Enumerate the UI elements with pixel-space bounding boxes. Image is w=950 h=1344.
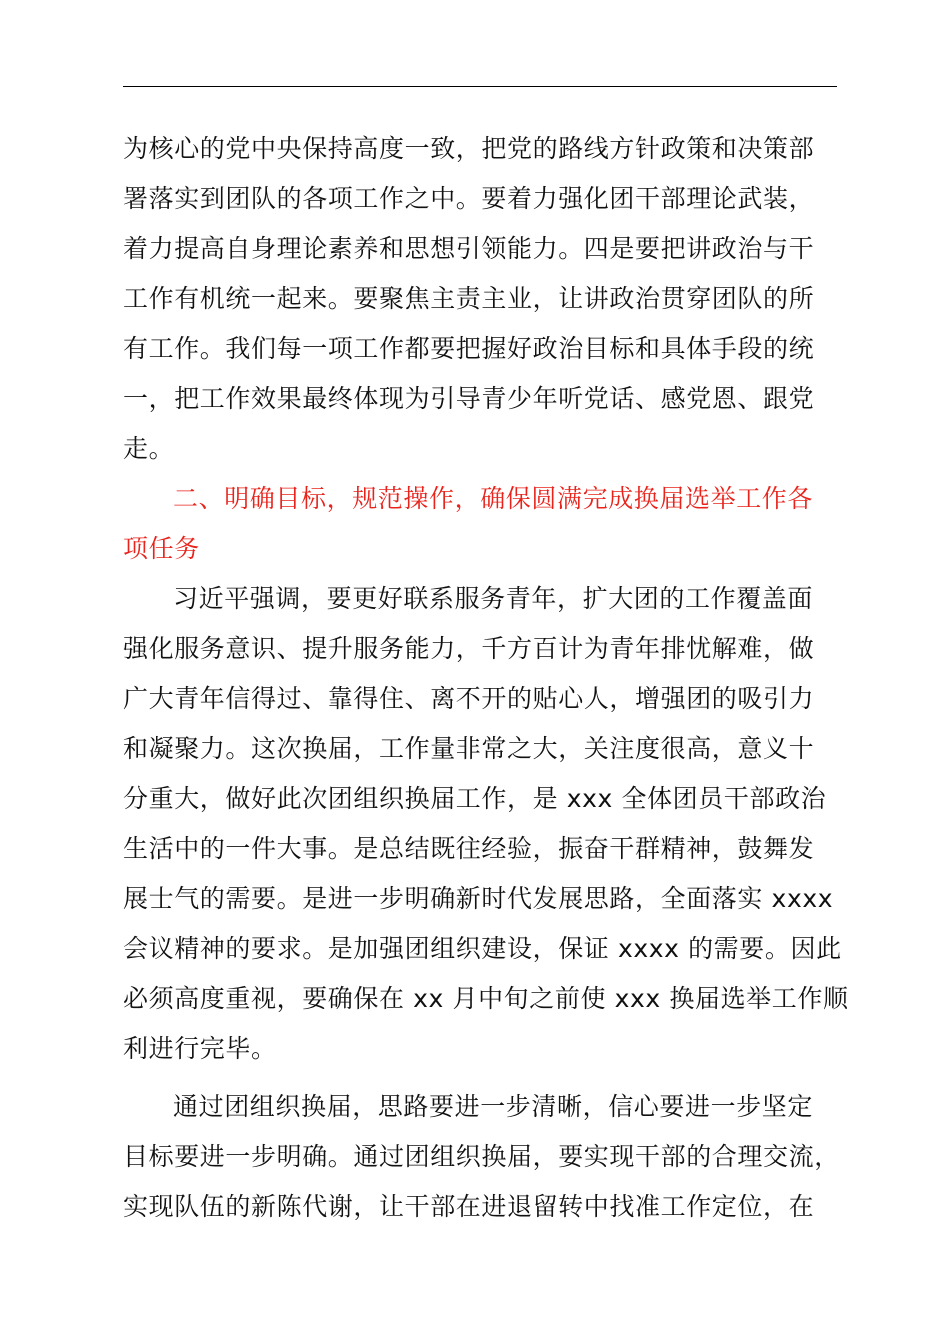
text-line: 通过团组织换届，思路要进一步清晰，信心要进一步坚定 [173,1092,814,1121]
text-line: 为核心的党中央保持高度一致，把党的路线方针政策和决策部 [123,134,815,163]
text-line: 展士气的需要。是进一步明确新时代发展思路，全面落实 xxxx [123,884,834,913]
section-heading [123,474,863,574]
text-line: 必须高度重视，要确保在 xx 月中旬之前使 xxx 换届选举工作顺 [123,984,849,1013]
document-body [123,124,863,1232]
paragraph [123,1082,863,1232]
text-line: 习近平强调，要更好联系服务青年，扩大团的工作覆盖面 [173,584,814,613]
text-line: 目标要进一步明确。通过团组织换届，要实现干部的合理交流， [123,1142,840,1171]
heading-line: 二、明确目标，规范操作，确保圆满完成换届选举工作各 [173,484,814,513]
text-line: 广大青年信得过、靠得住、离不开的贴心人，增强团的吸引力 [123,684,815,713]
paragraph [123,574,863,1074]
text-line: 会议精神的要求。是加强团组织建设，保证 xxxx 的需要。因此 [123,934,842,963]
text-line: 着力提高自身理论素养和思想引领能力。四是要把讲政治与干 [123,234,815,263]
text-line: 分重大，做好此次团组织换届工作，是 xxx 全体团员干部政治 [123,784,827,813]
paragraph-continuation [123,124,863,474]
paragraph-gap [123,1074,863,1082]
text-line: 和凝聚力。这次换届，工作量非常之大，关注度很高，意义十 [123,734,815,763]
text-line: 生活中的一件大事。是总结既往经验，振奋干群精神，鼓舞发 [123,834,815,863]
text-line: 工作有机统一起来。要聚焦主责主业，让讲政治贯穿团队的所 [123,284,815,313]
text-line: 强化服务意识、提升服务能力，千方百计为青年排忧解难，做 [123,634,815,663]
text-line: 一，把工作效果最终体现为引导青少年听党话、感党恩、跟党 [123,384,815,413]
text-line: 署落实到团队的各项工作之中。要着力强化团干部理论武装， [123,184,815,213]
text-line: 利进行完毕。 [123,1034,277,1063]
heading-line: 项任务 [123,534,200,563]
text-line: 实现队伍的新陈代谢，让干部在进退留转中找准工作定位，在 [123,1192,815,1221]
header-rule [123,86,837,87]
text-line: 走。 [123,434,175,463]
text-line: 有工作。我们每一项工作都要把握好政治目标和具体手段的统 [123,334,815,363]
